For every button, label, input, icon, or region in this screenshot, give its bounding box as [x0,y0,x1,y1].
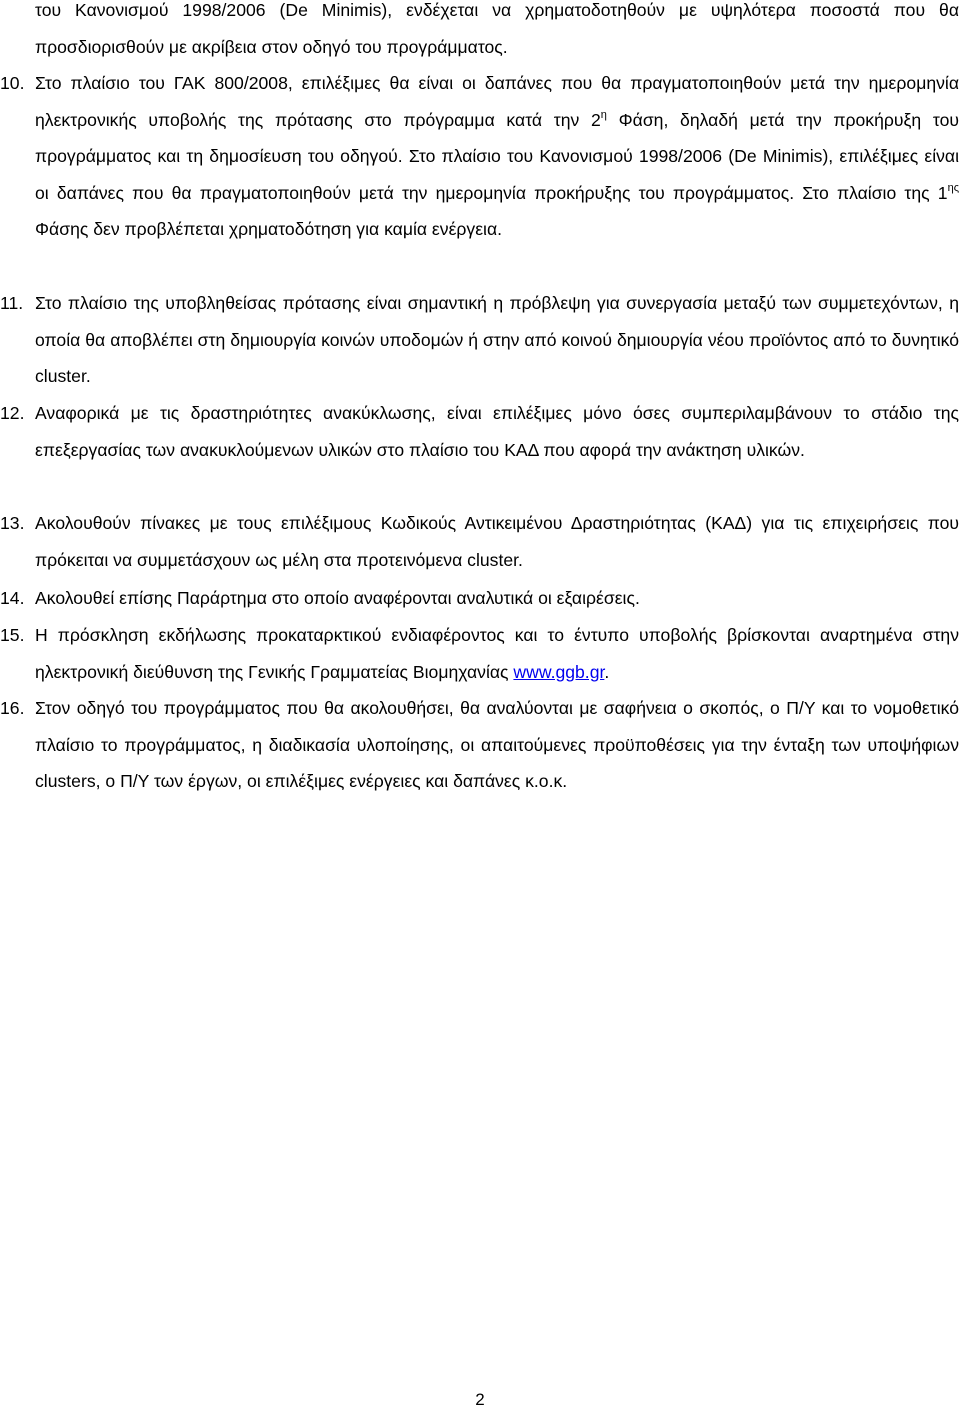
list-item-16: 16. Στον οδηγό του προγράμματος που θα ακολουθήσει, θα αναλύονται με σαφήνεια ο σκοπός, ο Π/Υ και το νομοθετικό πλαίσιο το προγράμματος, η διαδικασία υλοποίησης, οι απαιτούμενες προϋποθέσεις για την ένταξη των υποψήφιων clusters, ο Π/Υ των έργων, οι επιλέξιμες ενέργειες και δαπάνες κ.ο.κ. [35,690,959,800]
item-number: 13. [0,513,25,533]
list-item-12: 12. Αναφορικά με τις δραστηριότητες ανακύκλωσης, είναι επιλέξιμες μόνο όσες συμπεριλαμβάνουν το στάδιο της επεξεργασίας των ανακυκλούμενων υλικών στο πλαίσιο του ΚΑΔ που αφορά την ανάκτηση υλικών. [35,395,959,468]
list-item-15: 15. Η πρόσκληση εκδήλωσης προκαταρκτικού ενδιαφέροντος και το έντυπο υποβολής βρίσκονται αναρτημένα στην ηλεκτρονική διεύθυνση της Γενικής Γραμματείας Βιομηχανίας www.ggb.gr. [35,617,959,690]
item-number: 14. [0,588,25,608]
item-number: 11. [0,293,24,313]
list-item-14: 14. Ακολουθεί επίσης Παράρτημα στο οποίο αναφέρονται αναλυτικά οι εξαιρέσεις. [35,580,959,617]
list-item-11: 11. Στο πλαίσιο της υποβληθείσας πρότασης είναι σημαντική η πρόβλεψη για συνεργασία μεταξύ των συμμετεχόντων, η οποία θα αποβλέπει στη δημιουργία κοινών υποδομών ή στην από κοινού δημιουργία νέου προϊόντος από το δυνητικό cluster. [35,285,959,395]
list-item-13: 13. Ακολουθούν πίνακες με τους επιλέξιμους Κωδικούς Αντικειμένου Δραστηριότητας (ΚΑΔ) για τις επιχειρήσεις που πρόκειται να συμμετάσχουν ως μέλη στα προτεινόμενα cluster. [35,505,959,578]
item-number: 10. [0,73,25,93]
continuation-paragraph: του Κανονισμού 1998/2006 (De Minimis), ενδέχεται να χρηματοδοτηθούν με υψηλότερα ποσοστά που θα προσδιορισθούν με ακρίβεια στον οδηγό του προγράμματος. [35,0,959,57]
ggb-website-link[interactable]: www.ggb.gr [513,661,605,682]
item-number: 16. [0,698,25,718]
item-number: 12. [0,403,25,423]
list-item-10: 10. Στο πλαίσιο του ΓΑΚ 800/2008, επιλέξιμες θα είναι οι δαπάνες που θα πραγματοποιηθούν μετά την ημερομηνία ηλεκτρονικής υποβολής της πρότασης στο πρόγραμμα κατά την $2^\eta$ Φάση, δηλαδή μετά την προκήρυξη του προγράμματος και τη δημοσίευση του οδηγού. Στο πλαίσιο του Κανονισμού 1998/2006 (De Minimis), επιλέξιμες είναι οι δαπάνες που θα πραγματοποιηθούν μετά την ημερομηνία προκήρυξης του προγράμματος. Στο πλαίσιο της $1^{\eta\varsigma}$ Φάσης δεν προβλέπεται χρηματοδότηση για καμία ενέργεια. [35,65,959,248]
page-number: 2 [475,1390,485,1409]
item-number: 15. [0,625,25,645]
